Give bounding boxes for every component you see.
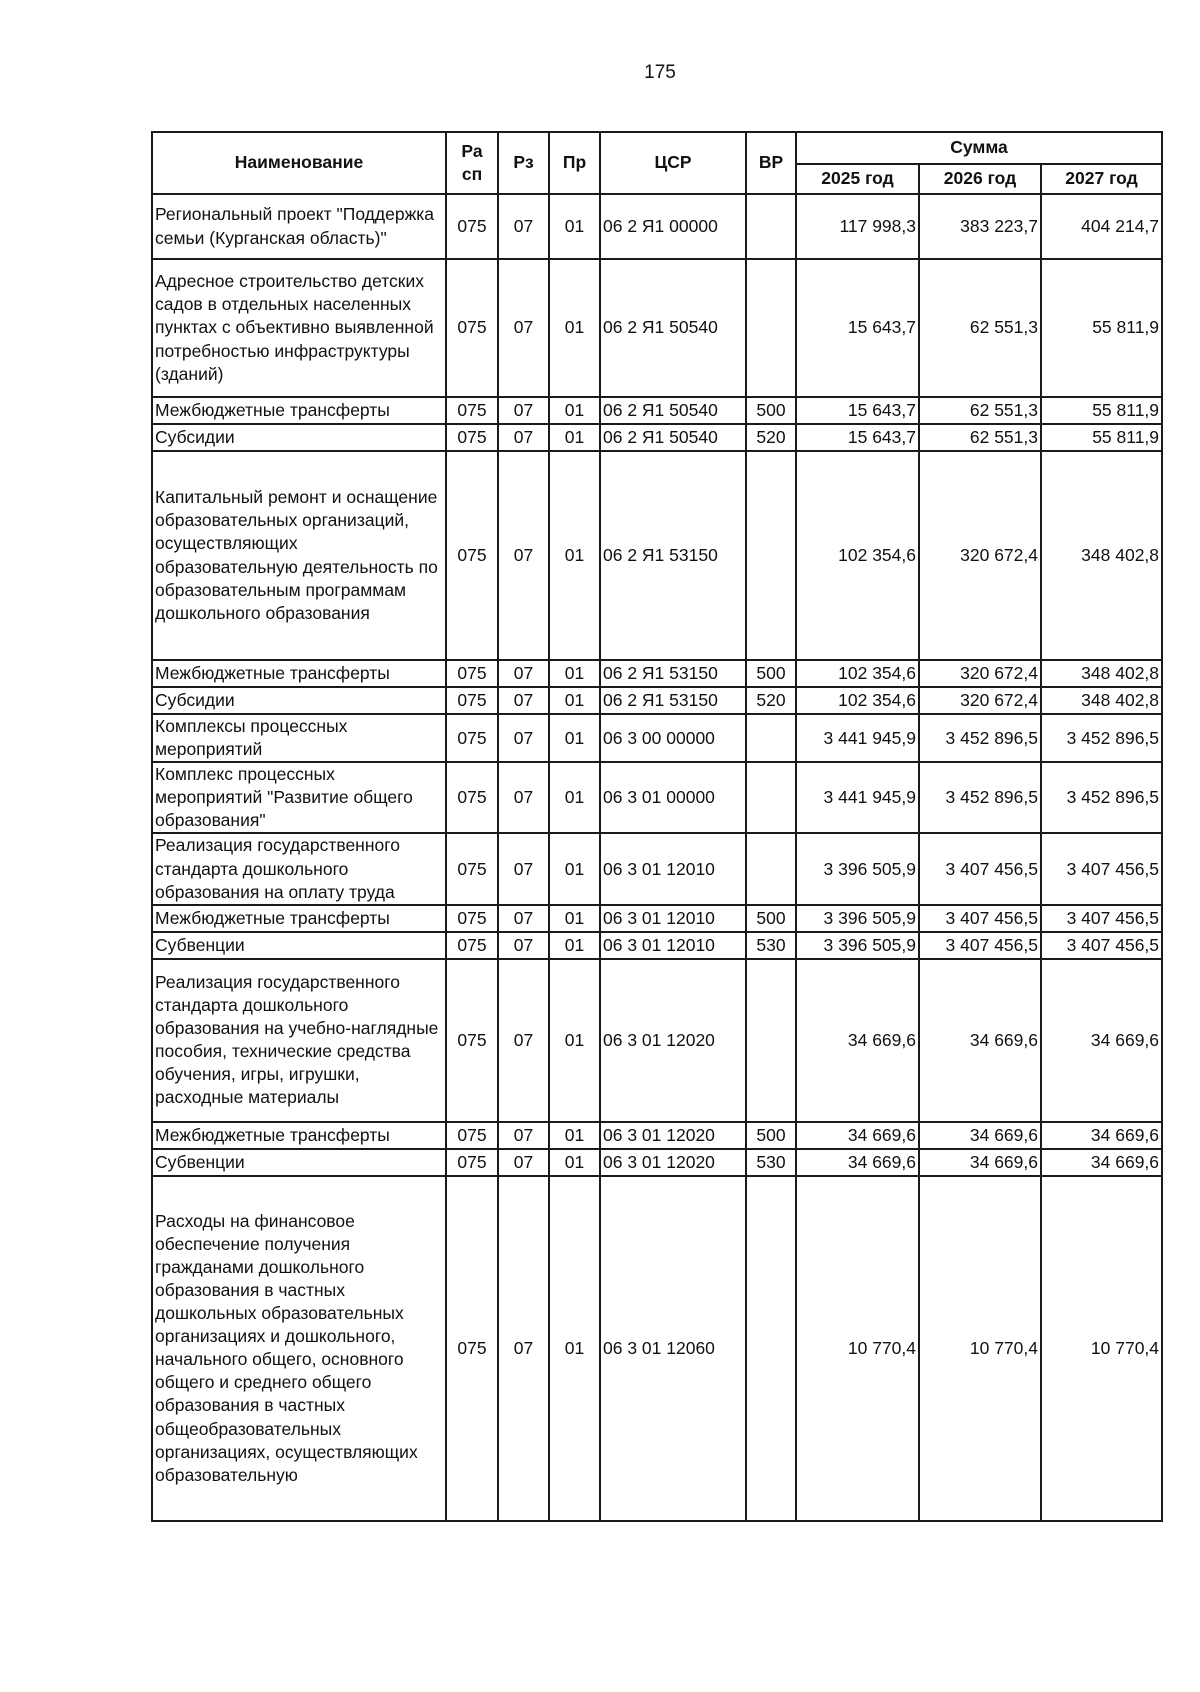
col-header-rasp-top: Ра	[461, 140, 483, 161]
cell-pr: 01	[549, 932, 600, 959]
cell-pr: 01	[549, 397, 600, 424]
cell-rasp: 075	[446, 1176, 498, 1521]
col-header-2027: 2027 год	[1041, 164, 1162, 194]
cell-pr: 01	[549, 905, 600, 932]
cell-vr: 530	[746, 1149, 796, 1176]
cell-vr: 500	[746, 397, 796, 424]
cell-rz: 07	[498, 905, 549, 932]
table-row	[152, 1122, 1162, 1149]
cell-2025: 10 770,4	[796, 1176, 919, 1521]
cell-2025: 34 669,6	[796, 1149, 919, 1176]
cell-vr	[746, 714, 796, 762]
cell-2026: 3 407 456,5	[919, 932, 1041, 959]
table-row	[152, 762, 1162, 833]
cell-2026: 3 407 456,5	[919, 833, 1041, 904]
cell-vr: 530	[746, 932, 796, 959]
cell-2026: 10 770,4	[919, 1176, 1041, 1521]
cell-2026: 62 551,3	[919, 259, 1041, 397]
cell-vr: 500	[746, 905, 796, 932]
cell-vr	[746, 833, 796, 904]
cell-rasp: 075	[446, 905, 498, 932]
cell-rz: 07	[498, 660, 549, 687]
cell-2027: 3 452 896,5	[1041, 714, 1162, 762]
cell-2027: 3 452 896,5	[1041, 762, 1162, 833]
cell-name: Комплекс процессных мероприятий "Развитие общего образования"	[152, 762, 446, 833]
cell-2026: 62 551,3	[919, 397, 1041, 424]
cell-rasp: 075	[446, 1122, 498, 1149]
cell-pr: 01	[549, 194, 600, 259]
cell-2027: 348 402,8	[1041, 660, 1162, 687]
cell-2027: 55 811,9	[1041, 397, 1162, 424]
cell-name: Межбюджетные трансферты	[152, 397, 446, 424]
cell-2027: 10 770,4	[1041, 1176, 1162, 1521]
page-number: 175	[644, 62, 676, 83]
cell-vr	[746, 762, 796, 833]
cell-rz: 07	[498, 1122, 549, 1149]
cell-rasp: 075	[446, 1149, 498, 1176]
cell-2027: 55 811,9	[1041, 424, 1162, 451]
cell-rz: 07	[498, 1149, 549, 1176]
table-row	[152, 660, 1162, 687]
cell-csr: 06 3 01 12010	[600, 932, 746, 959]
cell-rz: 07	[498, 397, 549, 424]
cell-rasp: 075	[446, 660, 498, 687]
col-header-rz: Рз	[498, 132, 549, 194]
table-body	[152, 194, 1162, 1521]
col-header-name: Наименование	[152, 132, 446, 194]
cell-csr: 06 2 Я1 53150	[600, 451, 746, 660]
cell-csr: 06 2 Я1 50540	[600, 424, 746, 451]
cell-rz: 07	[498, 259, 549, 397]
cell-rz: 07	[498, 932, 549, 959]
col-header-rasp-bottom: сп	[461, 164, 483, 184]
cell-csr: 06 2 Я1 53150	[600, 687, 746, 714]
cell-csr: 06 3 01 12020	[600, 1149, 746, 1176]
cell-2027: 3 407 456,5	[1041, 932, 1162, 959]
cell-csr: 06 3 01 12020	[600, 959, 746, 1122]
cell-2026: 62 551,3	[919, 424, 1041, 451]
table-row	[152, 194, 1162, 259]
cell-pr: 01	[549, 1149, 600, 1176]
cell-vr	[746, 194, 796, 259]
cell-rasp: 075	[446, 259, 498, 397]
cell-2025: 3 441 945,9	[796, 762, 919, 833]
cell-pr: 01	[549, 259, 600, 397]
cell-rasp: 075	[446, 687, 498, 714]
cell-name: Субсидии	[152, 424, 446, 451]
table-row	[152, 1176, 1162, 1521]
cell-2026: 320 672,4	[919, 687, 1041, 714]
table-row	[152, 932, 1162, 959]
table-row	[152, 833, 1162, 904]
cell-2025: 3 441 945,9	[796, 714, 919, 762]
cell-2025: 15 643,7	[796, 259, 919, 397]
cell-name: Субсидии	[152, 687, 446, 714]
col-header-2025: 2025 год	[796, 164, 919, 194]
cell-pr: 01	[549, 1122, 600, 1149]
cell-csr: 06 3 01 12060	[600, 1176, 746, 1521]
cell-2027: 3 407 456,5	[1041, 833, 1162, 904]
cell-2027: 3 407 456,5	[1041, 905, 1162, 932]
cell-rasp: 075	[446, 194, 498, 259]
cell-name: Расходы на финансовое обеспечение получения гражданами дошкольного образования в частных дошкольных образовательных организациях и дошкольного, начального общего, основного общего и среднего общего образования в частных общеобразовательных организациях, осуществляющих образовательную	[152, 1176, 446, 1521]
cell-csr: 06 3 01 12020	[600, 1122, 746, 1149]
cell-2026: 320 672,4	[919, 451, 1041, 660]
cell-2025: 15 643,7	[796, 397, 919, 424]
cell-csr: 06 3 01 12010	[600, 905, 746, 932]
cell-vr: 500	[746, 660, 796, 687]
cell-2027: 404 214,7	[1041, 194, 1162, 259]
cell-rz: 07	[498, 687, 549, 714]
cell-rz: 07	[498, 451, 549, 660]
cell-2027: 34 669,6	[1041, 959, 1162, 1122]
cell-rasp: 075	[446, 762, 498, 833]
cell-name: Адресное строительство детских садов в отдельных населенных пунктах с объективно выявленной потребностью инфраструктуры (зданий)	[152, 259, 446, 397]
table-header	[152, 132, 1162, 194]
cell-pr: 01	[549, 660, 600, 687]
cell-rasp: 075	[446, 714, 498, 762]
cell-name: Межбюджетные трансферты	[152, 1122, 446, 1149]
cell-2025: 102 354,6	[796, 660, 919, 687]
cell-name: Реализация государственного стандарта дошкольного образования на учебно-наглядные пособия, технические средства обучения, игры, игрушки, расходные материалы	[152, 959, 446, 1122]
cell-rasp: 075	[446, 833, 498, 904]
cell-2026: 34 669,6	[919, 959, 1041, 1122]
cell-2026: 3 452 896,5	[919, 762, 1041, 833]
cell-vr	[746, 1176, 796, 1521]
cell-rz: 07	[498, 959, 549, 1122]
cell-2026: 383 223,7	[919, 194, 1041, 259]
table-row	[152, 714, 1162, 762]
table-row	[152, 687, 1162, 714]
col-header-sum: Сумма	[796, 132, 1162, 164]
cell-2025: 3 396 505,9	[796, 932, 919, 959]
cell-rasp: 075	[446, 424, 498, 451]
cell-rz: 07	[498, 194, 549, 259]
cell-vr: 520	[746, 424, 796, 451]
cell-2025: 3 396 505,9	[796, 905, 919, 932]
cell-csr: 06 2 Я1 50540	[600, 397, 746, 424]
col-header-vr: ВР	[746, 132, 796, 194]
cell-vr: 520	[746, 687, 796, 714]
cell-rasp: 075	[446, 451, 498, 660]
cell-2026: 3 452 896,5	[919, 714, 1041, 762]
cell-rz: 07	[498, 833, 549, 904]
cell-rz: 07	[498, 1176, 549, 1521]
table-row	[152, 451, 1162, 660]
cell-pr: 01	[549, 424, 600, 451]
cell-csr: 06 3 00 00000	[600, 714, 746, 762]
cell-name: Региональный проект "Поддержка семьи (Курганская область)"	[152, 194, 446, 259]
cell-vr: 500	[746, 1122, 796, 1149]
cell-name: Комплексы процессных мероприятий	[152, 714, 446, 762]
table-row	[152, 905, 1162, 932]
cell-rz: 07	[498, 714, 549, 762]
cell-pr: 01	[549, 714, 600, 762]
cell-2025: 34 669,6	[796, 959, 919, 1122]
cell-2027: 348 402,8	[1041, 687, 1162, 714]
cell-name: Межбюджетные трансферты	[152, 905, 446, 932]
cell-vr	[746, 259, 796, 397]
cell-pr: 01	[549, 687, 600, 714]
cell-2025: 102 354,6	[796, 687, 919, 714]
cell-vr	[746, 451, 796, 660]
cell-2025: 34 669,6	[796, 1122, 919, 1149]
cell-pr: 01	[549, 833, 600, 904]
cell-name: Капитальный ремонт и оснащение образовательных организаций, осуществляющих образовательную деятельность по образовательным программам дошкольного образования	[152, 451, 446, 660]
cell-pr: 01	[549, 762, 600, 833]
col-header-rasp	[446, 132, 498, 194]
cell-name: Межбюджетные трансферты	[152, 660, 446, 687]
cell-2026: 34 669,6	[919, 1122, 1041, 1149]
cell-pr: 01	[549, 1176, 600, 1521]
cell-csr: 06 2 Я1 00000	[600, 194, 746, 259]
cell-rasp: 075	[446, 397, 498, 424]
table-row	[152, 959, 1162, 1122]
cell-2027: 34 669,6	[1041, 1122, 1162, 1149]
table-row	[152, 397, 1162, 424]
cell-2027: 55 811,9	[1041, 259, 1162, 397]
cell-2026: 34 669,6	[919, 1149, 1041, 1176]
cell-2025: 117 998,3	[796, 194, 919, 259]
cell-rasp: 075	[446, 932, 498, 959]
cell-csr: 06 3 01 12010	[600, 833, 746, 904]
cell-2026: 320 672,4	[919, 660, 1041, 687]
cell-2027: 34 669,6	[1041, 1149, 1162, 1176]
table-row	[152, 259, 1162, 397]
cell-pr: 01	[549, 959, 600, 1122]
cell-name: Субвенции	[152, 932, 446, 959]
cell-pr: 01	[549, 451, 600, 660]
cell-2026: 3 407 456,5	[919, 905, 1041, 932]
cell-csr: 06 2 Я1 50540	[600, 259, 746, 397]
cell-name: Реализация государственного стандарта дошкольного образования на оплату труда	[152, 833, 446, 904]
table-row	[152, 424, 1162, 451]
cell-2025: 15 643,7	[796, 424, 919, 451]
cell-rz: 07	[498, 424, 549, 451]
cell-2027: 348 402,8	[1041, 451, 1162, 660]
cell-csr: 06 2 Я1 53150	[600, 660, 746, 687]
col-header-csr: ЦСР	[600, 132, 746, 194]
cell-csr: 06 3 01 00000	[600, 762, 746, 833]
col-header-2026: 2026 год	[919, 164, 1041, 194]
cell-2025: 102 354,6	[796, 451, 919, 660]
cell-rz: 07	[498, 762, 549, 833]
table-row	[152, 1149, 1162, 1176]
col-header-pr: Пр	[549, 132, 600, 194]
budget-table	[151, 131, 1163, 1522]
cell-vr	[746, 959, 796, 1122]
cell-name: Субвенции	[152, 1149, 446, 1176]
cell-2025: 3 396 505,9	[796, 833, 919, 904]
cell-rasp: 075	[446, 959, 498, 1122]
